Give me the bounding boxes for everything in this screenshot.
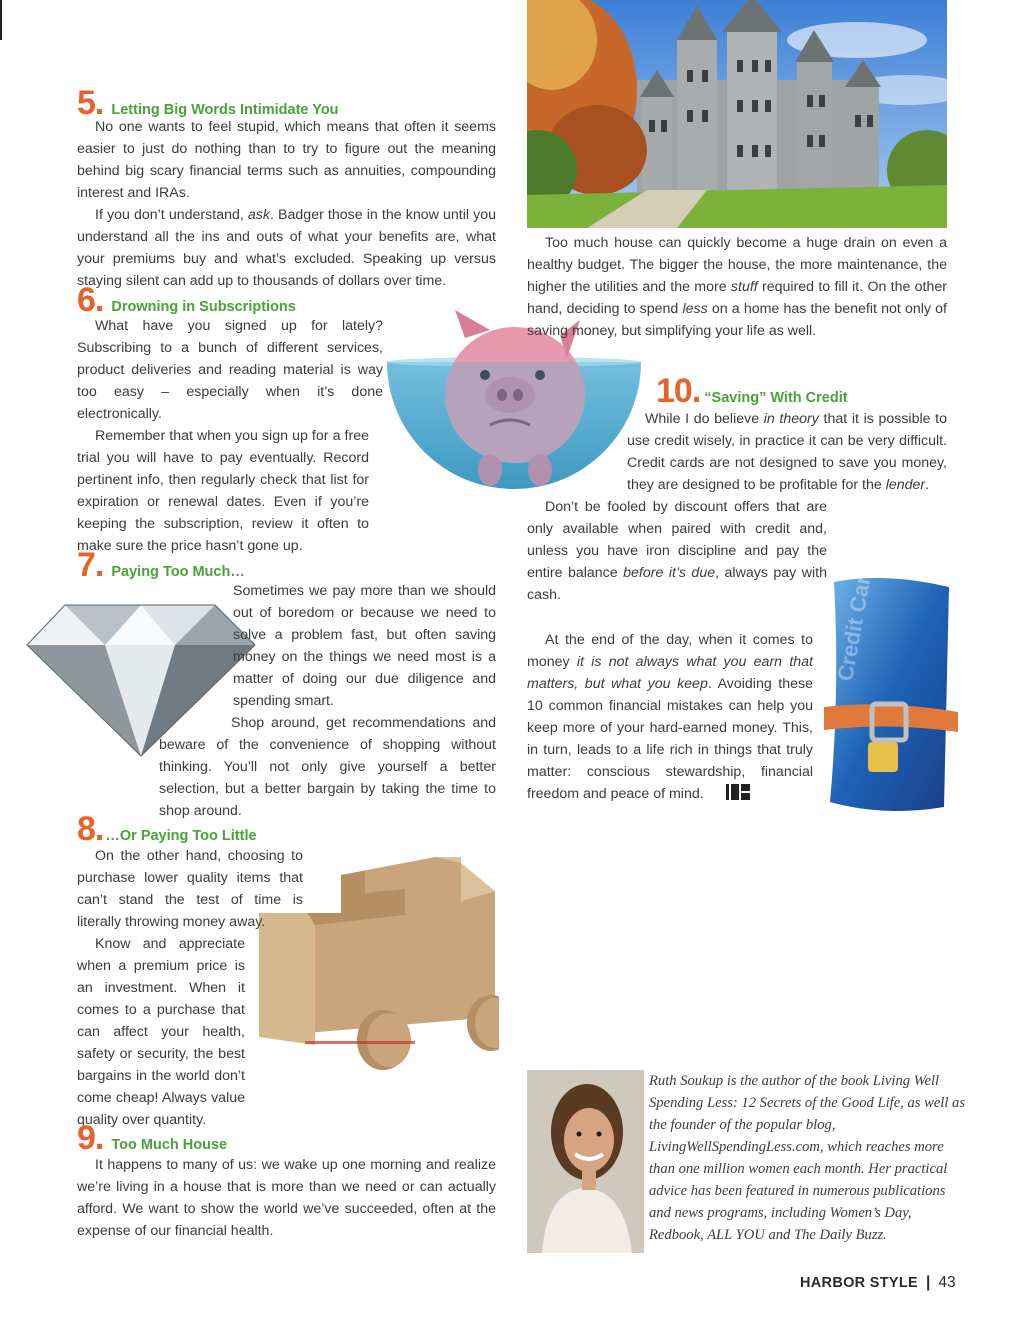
paragraph: While I do believe in theory that it is possible to use credit wisely, in practice it can be very difficult. Credit cards are not designed to save you money, they are designed to be profitable for the lender. [627, 411, 947, 493]
paragraph: Sometimes we pay more than we should out of boredom or because we need to solve a problem fast, but often saving money on the things we need most is a matter of doing our due diligence and spending smart. [233, 583, 496, 709]
page-footer [800, 1274, 956, 1292]
section-8-body [77, 845, 303, 1131]
paragraph: If you don’t understand, ask. Badger those in the know until you understand all the ins and outs of what your benefits are, what your premiums buy and what’s excluded. Speaking up versus staying silent can add up to thousands of dollars over time. [77, 207, 496, 289]
section-number: 6. [77, 281, 104, 319]
section-title: Letting Big Words Intimidate You [111, 102, 339, 118]
paragraph: Remember that when you sign up for a free trial you will have to pay eventually. Record pertinent info, then regularly check that list for expiration or renewal dates. Even if you’re keeping the subscription, review it often to make sure the price hasn’t gone up. [77, 428, 369, 554]
conclusion [527, 629, 813, 805]
paragraph: At the end of the day, when it comes to money it is not always what you earn that matters, but what you keep. Avoiding these 10 common financial mistakes can help you keep more of your hard-earned money. This, in turn, leads to a life rich in things that truly matter: conscious stewardship, financial freedom and peace of mind. [527, 632, 814, 802]
paragraph: Don’t be fooled by discount offers that are only available when paired with credit and, unless you have iron discipline and pay the entire balance before it’s due, always pay with cash. [527, 499, 827, 603]
end-mark-icon [708, 784, 732, 800]
paragraph: On the other hand, choosing to purchase lower quality items that can’t stand the test of time is literally throwing money away. [77, 848, 303, 930]
section-6-heading [77, 283, 296, 317]
author-photo [527, 1070, 644, 1253]
section-number: 8. [77, 810, 104, 848]
section-9-heading [77, 1121, 227, 1155]
section-title: Paying Too Much… [111, 564, 245, 580]
section-8-heading [77, 812, 257, 846]
section-9-body [77, 1154, 496, 1242]
paragraph: Know and appreciate when a premium price is an investment. When it comes to a purchase that can affect your health, safety or security, the best bargains in the world don’t come cheap! Always value quality over quantity. [77, 936, 245, 1128]
section-7-heading [77, 548, 245, 582]
paragraph: Shop around, get recommendations and beware of the convenience of shopping without thinking. You’ll not only give yourself a better selection, but a better bargain by taking the time to shop around. [159, 715, 496, 819]
page-number: 43 [938, 1274, 956, 1291]
paragraph: No one wants to feel stupid, which means that often it seems easier to just do nothing than to try to figure out the meaning behind big scary financial terms such as annuities, compounding interest and IRAs. [77, 119, 496, 201]
section-5-body [77, 116, 496, 292]
section-10-heading [656, 374, 848, 408]
section-number: 9. [77, 1119, 104, 1157]
section-6-body [77, 315, 397, 557]
section-title: …Or Paying Too Little [105, 828, 257, 844]
section-9-continued [527, 232, 947, 342]
section-5-heading [77, 86, 339, 120]
section-title: Too Much House [111, 1137, 228, 1153]
section-number: 5. [77, 84, 104, 122]
crop-mark [0, 0, 2, 40]
section-title: Drowning in Subscriptions [111, 299, 296, 315]
section-title: “Saving” With Credit [704, 390, 848, 406]
paragraph: What have you signed up for lately? Subscribing to a bunch of different services, product deliveries and reading material is way too easy – especially when it’s done electronically. [77, 318, 383, 422]
paragraph: Too much house can quickly become a huge drain on even a healthy budget. The bigger the house, the more maintenance, the higher the utilities and the more stuff required to fill it. On the other hand, deciding to spend less on a home has the benefit not only of saving money, but simplifying your life as well. [527, 235, 947, 339]
author-bio: Ruth Soukup is the author of the book Living Well Spending Less: 12 Secrets of the Good Life, as well as the founder of the popular blog, LivingWellSpendingLess.com, which reaches more than one million women each month. Her practical advice has been featured in numerous publications and news programs, including Women’s Day, Redbook, ALL YOU and The Daily Buzz. [649, 1073, 966, 1243]
section-number: 10. [656, 372, 701, 410]
section-7-body [77, 580, 496, 822]
credit-card-image [824, 572, 958, 814]
footer-separator: | [926, 1274, 931, 1291]
castle-photo [527, 0, 947, 228]
magazine-name: HARBOR STYLE [800, 1275, 918, 1291]
paragraph: It happens to many of us: we wake up one morning and realize we’re living in a house that is more than we need or can actually afford. We want to show the world we’ve succeeded, often at the expense of our financial health. [77, 1157, 496, 1239]
section-number: 7. [77, 546, 104, 584]
card-label: Credit Card [832, 572, 878, 683]
